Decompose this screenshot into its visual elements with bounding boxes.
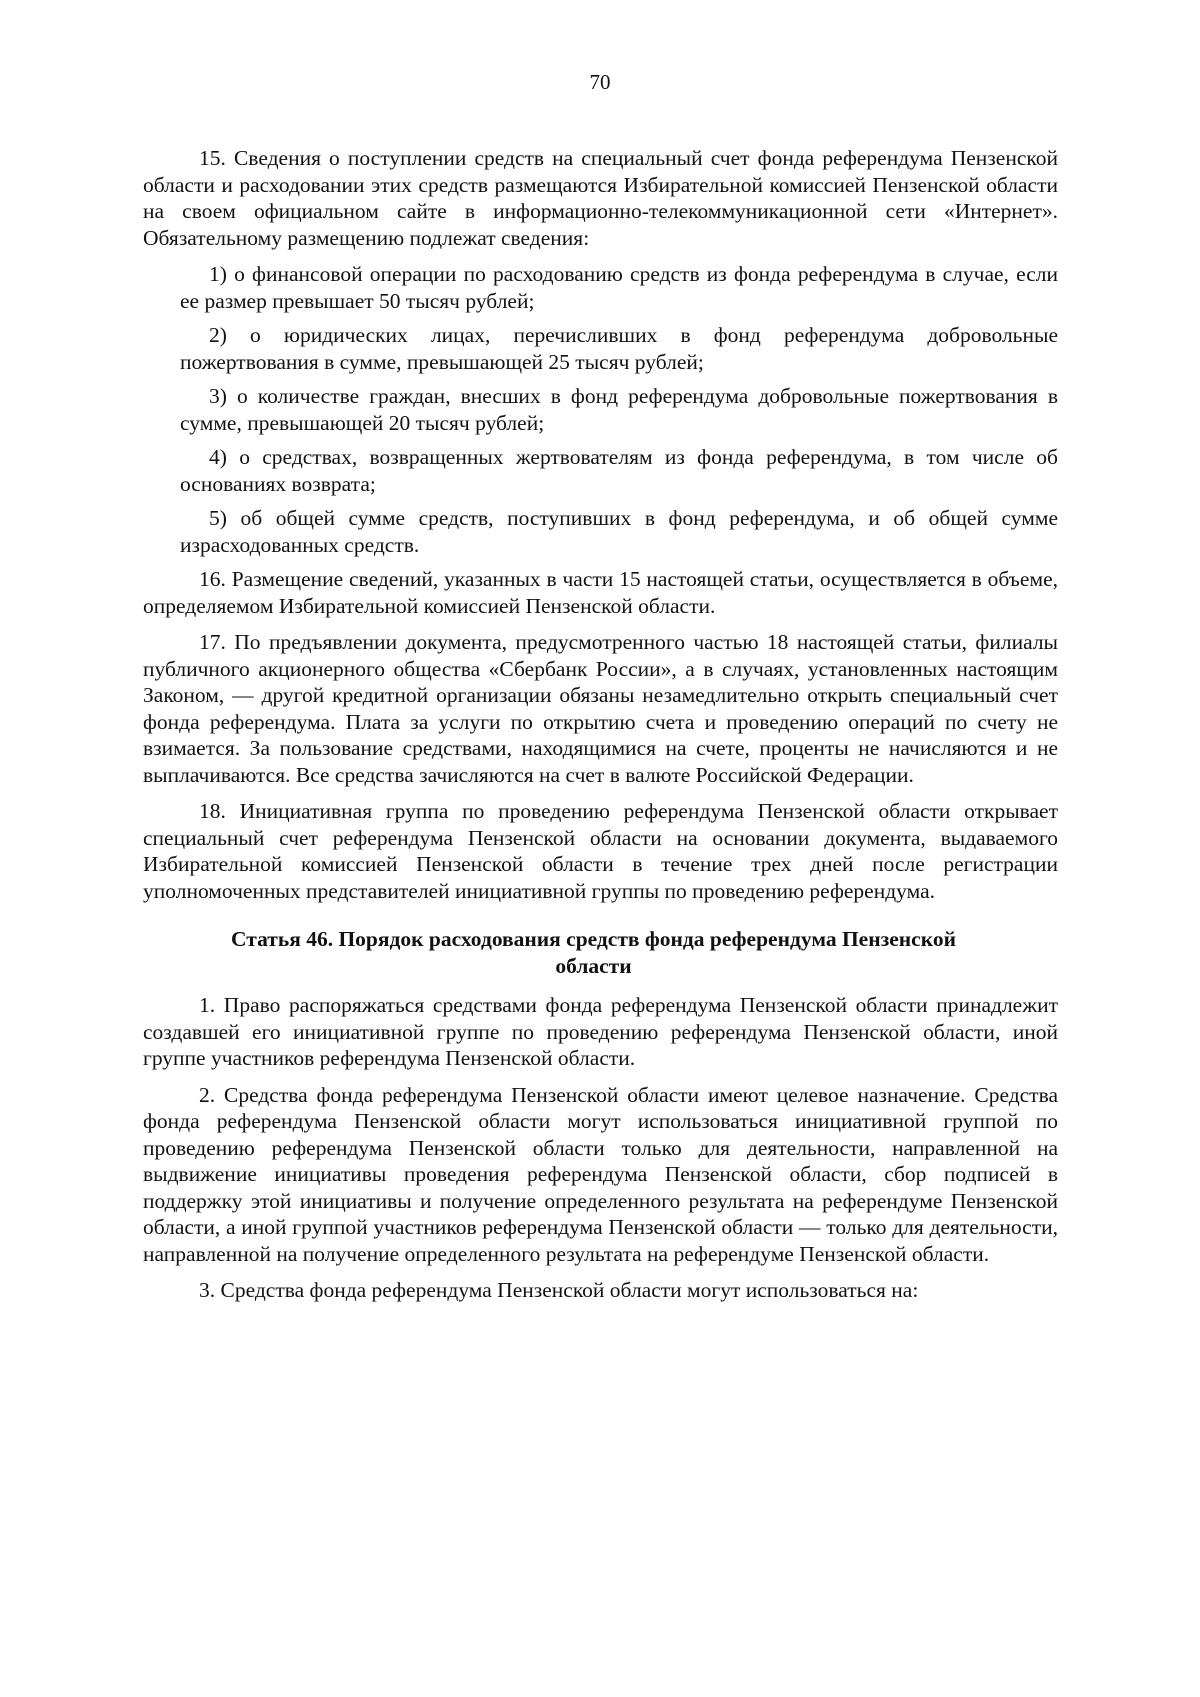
article-heading: Статья 46. Порядок расходования средств фонда референдума Пензенской области	[231, 927, 956, 978]
page-content	[143, 145, 1058, 1314]
paragraph-17: 17. По предъявлении документа, предусмотренного частью 18 настоящей статьи, филиалы публичного акционерного общества «Сбербанк России», а в случаях, установленных настоящим Законом, — другой кредитной организации обязаны незамедлительно открыть специальный счет фонда референдума. Плата за услуги по открытию счета и проведению операций по счету не взимается. За пользование средствами, находящимися на счете, проценты не начисляются и не выплачиваются. Все средства зачисляются на счет в валюте Российской Федерации.	[143, 630, 1058, 787]
article-paragraph-2: 2. Средства фонда референдума Пензенской области имеют целевое назначение. Средства фонда референдума Пензенской области могут использоваться инициативной группой по проведению референдума Пензенской области только для деятельности, направленной на выдвижение инициативы проведения референдума Пензенской области, сбор подписей в поддержку этой инициативы и получение определенного результата на референдуме Пензенской области, а иной группой участников референдума Пензенской области — только для деятельности, направленной на получение определенного результата на референдуме Пензенской области.	[143, 1082, 1058, 1266]
list-item-5: 5) об общей сумме средств, поступивших в фонд референдума, и об общей сумме израсходованных средств.	[180, 506, 1058, 557]
list-item-4: 4) о средствах, возвращенных жертвователям из фонда референдума, в том числе об основаниях возврата;	[180, 445, 1058, 496]
article-paragraph-1: 1. Право распоряжаться средствами фонда референдума Пензенской области принадлежит создавшей его инициативной группе по проведению референдума Пензенской области, иной группе участников референдума Пензенской области.	[143, 993, 1058, 1070]
paragraph-16: 16. Размещение сведений, указанных в части 15 настоящей статьи, осуществляется в объеме, определяемом Избирательной комиссией Пензенской области.	[143, 567, 1058, 618]
list-item-3: 3) о количестве граждан, внесших в фонд референдума добровольные пожертвования в сумме, превышающей 20 тысяч рублей;	[180, 384, 1058, 435]
article-paragraph-3: 3. Средства фонда референдума Пензенской области могут использоваться на:	[199, 1278, 919, 1302]
list-item-2: 2) о юридических лицах, перечисливших в фонд референдума добровольные пожертвования в сумме, превышающей 25 тысяч рублей;	[180, 323, 1058, 374]
page-number: 70	[589, 70, 611, 94]
paragraph-18: 18. Инициативная группа по проведению референдума Пензенской области открывает специальный счет референдума Пензенской области на основании документа, выдаваемого Избирательной комиссией Пензенской области в течение трех дней после регистрации уполномоченных представителей инициативной группы по проведению референдума.	[143, 799, 1058, 903]
list-item-1: 1) о финансовой операции по расходованию средств из фонда референдума в случае, если ее размер превышает 50 тысяч рублей;	[180, 262, 1058, 313]
paragraph-15: 15. Сведения о поступлении средств на специальный счет фонда референдума Пензенской области и расходовании этих средств размещаются Избирательной комиссией Пензенской области на своем официальном сайте в информационно-телекоммуникационной сети «Интернет». Обязательному размещению подлежат сведения:	[143, 146, 1058, 250]
